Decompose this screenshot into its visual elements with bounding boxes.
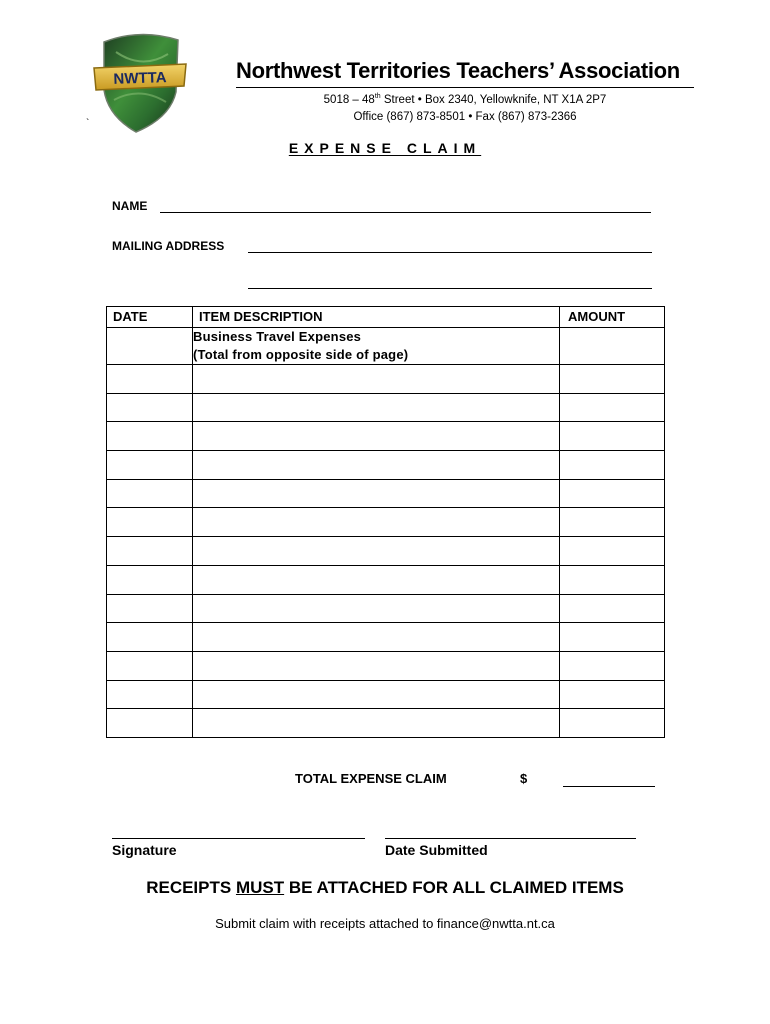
- organization-title: Northwest Territories Teachers’ Association: [236, 58, 680, 83]
- mailing-address-field-1[interactable]: [248, 252, 652, 253]
- date-cell[interactable]: [107, 651, 193, 680]
- stray-mark: `: [86, 118, 90, 129]
- date-cell[interactable]: [107, 393, 193, 422]
- table-row: [107, 651, 665, 680]
- description-cell[interactable]: [193, 565, 560, 594]
- description-cell[interactable]: [193, 623, 560, 652]
- table-row: [107, 328, 665, 365]
- amount-cell[interactable]: [560, 328, 665, 365]
- form-title: EXPENSE CLAIM: [288, 140, 482, 156]
- travel-expenses-note: (Total from opposite side of page): [193, 347, 409, 362]
- mailing-address-field-2[interactable]: [248, 288, 652, 289]
- description-cell[interactable]: [193, 537, 560, 566]
- description-cell[interactable]: [193, 709, 560, 738]
- amount-column-header: AMOUNT: [560, 307, 665, 328]
- date-cell[interactable]: [107, 479, 193, 508]
- name-field[interactable]: [160, 212, 651, 213]
- table-row: [107, 537, 665, 566]
- amount-cell[interactable]: [560, 393, 665, 422]
- receipts-notice: RECEIPTS MUST BE ATTACHED FOR ALL CLAIMED ITEMS: [146, 878, 624, 897]
- submit-instructions: Submit claim with receipts attached to finance@nwtta.nt.ca: [215, 916, 555, 931]
- amount-cell[interactable]: [560, 422, 665, 451]
- date-cell[interactable]: [107, 623, 193, 652]
- table-row: [107, 365, 665, 394]
- date-cell[interactable]: [107, 537, 193, 566]
- amount-cell[interactable]: [560, 680, 665, 709]
- table-row: [107, 393, 665, 422]
- mailing-address-label: MAILING ADDRESS: [112, 239, 225, 253]
- amount-cell[interactable]: [560, 565, 665, 594]
- amount-cell[interactable]: [560, 451, 665, 480]
- description-cell[interactable]: [193, 451, 560, 480]
- amount-cell[interactable]: [560, 508, 665, 537]
- total-amount-field[interactable]: [563, 786, 655, 787]
- contact-numbers: Office (867) 873-8501 • Fax (867) 873-2366: [353, 111, 577, 123]
- table-row: [107, 709, 665, 738]
- table-row: [107, 565, 665, 594]
- total-expense-label: TOTAL EXPENSE CLAIM: [295, 771, 447, 786]
- table-row: [107, 594, 665, 623]
- date-cell[interactable]: [107, 328, 193, 365]
- amount-cell[interactable]: [560, 594, 665, 623]
- date-cell[interactable]: [107, 594, 193, 623]
- name-label: NAME: [112, 199, 148, 213]
- street-address: 5018 – 48th Street • Box 2340, Yellowknife, NT X1A 2P7: [323, 93, 607, 106]
- expense-table: [106, 306, 665, 738]
- table-row: [107, 623, 665, 652]
- nwtta-logo: [90, 30, 190, 136]
- amount-cell[interactable]: [560, 651, 665, 680]
- description-cell[interactable]: [193, 393, 560, 422]
- table-row: [107, 479, 665, 508]
- date-cell[interactable]: [107, 680, 193, 709]
- signature-label: Signature: [112, 842, 177, 858]
- table-row: [107, 451, 665, 480]
- amount-cell[interactable]: [560, 623, 665, 652]
- amount-cell[interactable]: [560, 709, 665, 738]
- travel-expenses-text: Business Travel Expenses: [193, 329, 362, 344]
- currency-symbol: $: [520, 771, 528, 786]
- description-cell[interactable]: [193, 328, 560, 365]
- description-cell[interactable]: [193, 479, 560, 508]
- date-cell[interactable]: [107, 565, 193, 594]
- description-cell[interactable]: [193, 508, 560, 537]
- amount-cell[interactable]: [560, 365, 665, 394]
- description-cell[interactable]: [193, 680, 560, 709]
- date-cell[interactable]: [107, 422, 193, 451]
- description-cell[interactable]: [193, 651, 560, 680]
- table-header-row: [107, 307, 665, 328]
- date-submitted-field[interactable]: [385, 838, 636, 839]
- table-row: [107, 508, 665, 537]
- title-rule: [236, 87, 694, 88]
- date-submitted-label: Date Submitted: [385, 842, 488, 858]
- amount-cell[interactable]: [560, 479, 665, 508]
- amount-cell[interactable]: [560, 537, 665, 566]
- date-cell[interactable]: [107, 365, 193, 394]
- logo-text: NWTTA: [113, 69, 167, 88]
- description-cell[interactable]: [193, 365, 560, 394]
- description-cell[interactable]: [193, 594, 560, 623]
- table-row: [107, 680, 665, 709]
- description-cell[interactable]: [193, 422, 560, 451]
- date-cell[interactable]: [107, 508, 193, 537]
- date-column-header: DATE: [107, 307, 193, 328]
- date-cell[interactable]: [107, 709, 193, 738]
- description-column-header: ITEM DESCRIPTION: [193, 307, 560, 328]
- signature-field[interactable]: [112, 838, 365, 839]
- table-row: [107, 422, 665, 451]
- date-cell[interactable]: [107, 451, 193, 480]
